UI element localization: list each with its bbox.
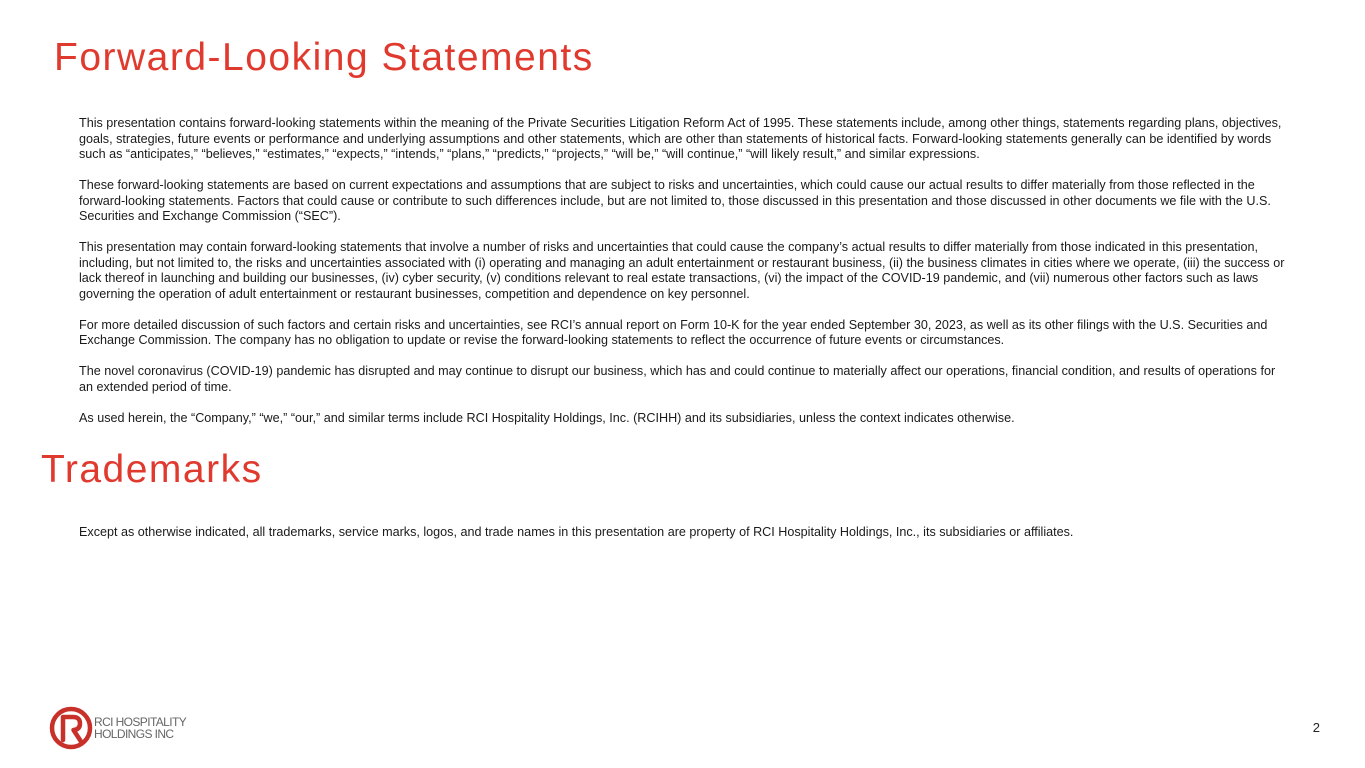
logo-text-line2: HOLDINGS INC xyxy=(94,727,174,741)
paragraph: These forward-looking statements are based on current expectations and assumptions that are subject to risks and uncertainties, which could cause our actual results to differ materially from those reflected in the forward-looking statements. Factors that could cause or contribute to such differences include, but are not limited to, those discussed in this presentation and those discussed in other documents we file with the U.S. Securities and Exchange Commission (“SEC”). xyxy=(79,178,1271,223)
rci-logo-icon xyxy=(49,705,95,751)
paragraph: The novel coronavirus (COVID-19) pandemic has disrupted and may continue to disrupt our business, which has and could continue to materially affect our operations, financial condition, and results of operations for an extended period of time. xyxy=(79,364,1276,394)
paragraph: Except as otherwise indicated, all trademarks, service marks, logos, and trade names in this presentation are property of RCI Hospitality Holdings, Inc., its subsidiaries or affiliates. xyxy=(79,525,1074,539)
logo-text-line1: RCI HOSPITALITY xyxy=(94,715,187,729)
company-logo xyxy=(49,705,209,751)
paragraph: For more detailed discussion of such factors and certain risks and uncertainties, see RCI’s annual report on Form 10-K for the year ended September 30, 2023, as well as its other filings with the U.S. Securities and Exchange Commission. The company has no obligation to update or revise the forward-looking statements to reflect the occurrence of future events or circumstances. xyxy=(79,317,1268,347)
trademarks-title: Trademarks xyxy=(41,448,263,491)
forward-looking-title: Forward-Looking Statements xyxy=(54,36,594,79)
trademarks-body xyxy=(79,525,1291,556)
page-number: 2 xyxy=(1312,720,1320,735)
forward-looking-body xyxy=(79,116,1291,442)
paragraph: As used herein, the “Company,” “we,” “our,” and similar terms include RCI Hospitality Holdings, Inc. (RCIHH) and its subsidiaries, unless the context indicates otherwise. xyxy=(79,410,1015,425)
paragraph: This presentation may contain forward-looking statements that involve a number of risks and uncertainties that could cause the company’s actual results to differ materially from those indicated in this presentation, including, but not limited to, the risks and uncertainties associated with (i) operating and managing an adult entertainment or restaurant business, (ii) the business climates in cities where we operate, (iii) the success or lack thereof in launching and building our businesses, (iv) cyber security, (v) conditions relevant to real estate transactions, (vi) the impact of the COVID-19 pandemic, and (vii) numerous other factors such as laws governing the operation of adult entertainment or restaurant businesses, competition and dependence on key personnel. xyxy=(79,240,1285,301)
paragraph: This presentation contains forward-looking statements within the meaning of the Private Securities Litigation Reform Act of 1995. These statements include, among other things, statements regarding plans, objectives, goals, strategies, future events or performance and underlying assumptions and other statements, which are other than statements of historical facts. Forward-looking statements generally can be identified by words such as “anticipates,” “believes,” “estimates,” “expects,” “intends,” “plans,” “predicts,” “projects,” “will be,” “will continue,” “will likely result,” and similar expressions. xyxy=(79,116,1282,161)
